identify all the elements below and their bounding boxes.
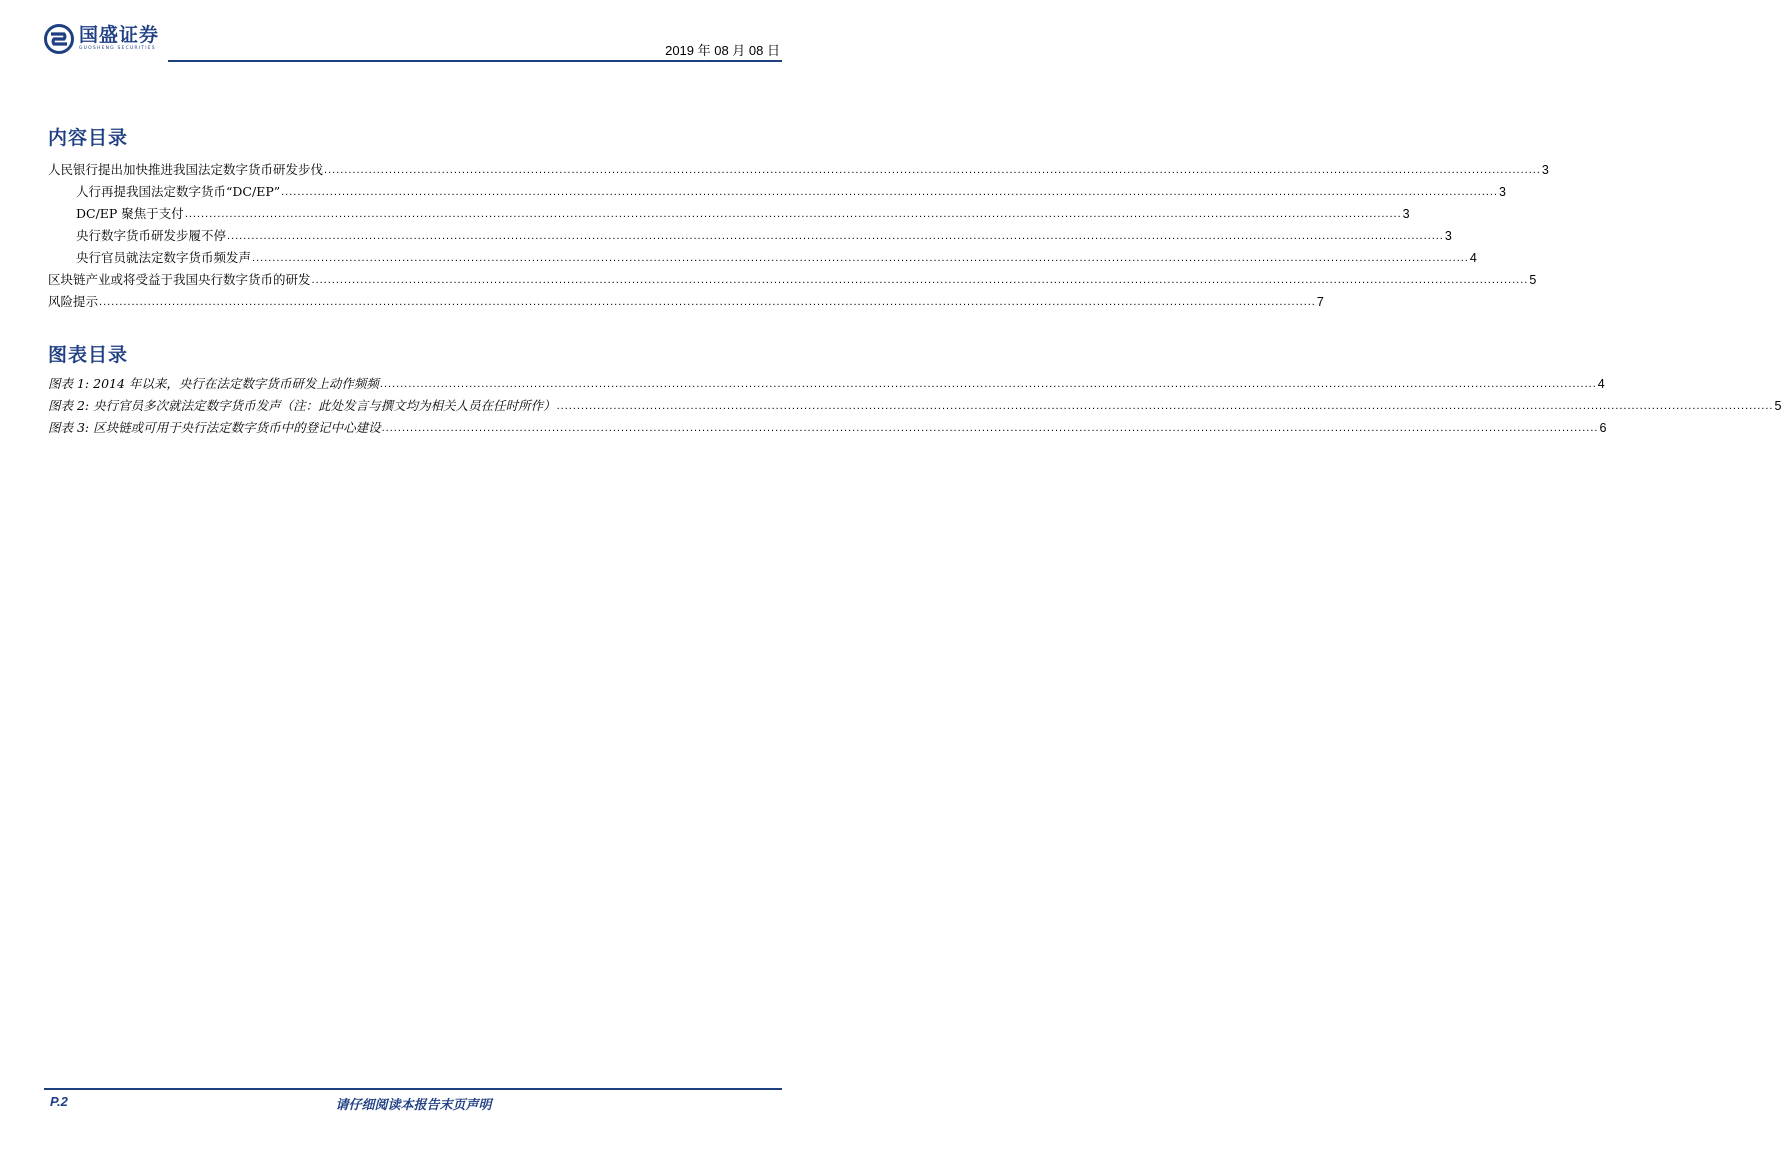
figure-entry-page: 6 [1599,421,1607,435]
toc-entry[interactable] [48,288,1324,310]
header-divider [168,60,782,62]
dot-leader: ............................................................................................................................................................................................................................................................................................................ [281,186,1498,198]
toc-title: 内容目录 [48,127,129,149]
toc-entry[interactable] [48,200,1410,222]
figure-entry[interactable] [48,392,1781,414]
toc-entry-page: 3 [1498,185,1506,199]
toc-entry-page: 3 [1541,163,1549,177]
brand-logo [44,24,159,58]
dot-leader: ............................................................................................................................................................................................................................................................................................................ [379,378,1597,390]
dot-leader: ............................................................................................................................................................................................................................................................................................................ [311,274,1529,286]
page-header [44,24,782,64]
toc-entry[interactable] [48,222,1452,244]
figure-entry[interactable] [48,414,1607,436]
figure-entry-label: 图表 2: 央行官员多次就法定数字货币发声（注：此处发言与撰文均为相关人员在任时所作） [48,398,556,413]
toc-entry-label: DC/EP 聚焦于支付 [76,206,184,221]
dot-leader: ............................................................................................................................................................................................................................................................................................................ [324,164,1541,176]
footer-divider [44,1088,782,1090]
toc-list [48,156,1549,310]
toc-entry[interactable] [48,266,1537,288]
dot-leader: ............................................................................................................................................................................................................................................................................................................ [252,252,1469,264]
dot-leader: ............................................................................................................................................................................................................................................................................................................ [556,400,1774,412]
toc-entry[interactable] [48,178,1506,200]
toc-entry-label: 风险提示 [48,294,99,309]
figure-entry[interactable] [48,370,1605,392]
toc-entry-label: 央行官员就法定数字货币频发声 [76,250,252,265]
brand-name: 国盛证券 [79,24,160,46]
dot-leader: ............................................................................................................................................................................................................................................................................................................ [227,230,1444,242]
toc-entry-label: 人民银行提出加快推进我国法定数字货币研发步伐 [48,162,324,177]
guosheng-logo-icon [44,24,74,54]
toc-entry-page: 4 [1469,251,1477,265]
brand-subtitle: GUOSHENG SECURITIES [79,46,156,51]
toc-entry-label: 央行数字货币研发步履不停 [76,228,227,243]
figure-entry-label: 图表 3: 区块链或可用于央行法定数字货币中的登记中心建设 [48,420,381,435]
report-date: 2019 年 08 月 08 日 [665,43,780,58]
toc-entry-page: 7 [1316,295,1324,309]
figure-entry-page: 4 [1597,377,1605,391]
toc-entry-label: 人行再提我国法定数字货币“DC/EP” [76,184,281,199]
footer-disclaimer: 请仔细阅读本报告末页声明 [335,1098,492,1113]
toc-entry-label: 区块链产业或将受益于我国央行数字货币的研发 [48,272,311,287]
toc-entry-page: 5 [1529,273,1537,287]
toc-entry[interactable] [48,156,1549,178]
dot-leader: ............................................................................................................................................................................................................................................................................................................ [381,422,1599,434]
dot-leader: ............................................................................................................................................................................................................................................................................................................ [99,296,1316,308]
figure-entry-label: 图表 1: 2014 年以来，央行在法定数字货币研发上动作频频 [48,376,379,391]
figures-list [48,370,1781,436]
page-number: P.2 [50,1094,68,1109]
toc-entry-page: 3 [1402,207,1410,221]
dot-leader: ............................................................................................................................................................................................................................................................................................................ [184,208,1402,220]
figures-title: 图表目录 [48,344,129,366]
toc-entry-page: 3 [1444,229,1452,243]
toc-entry[interactable] [48,244,1477,266]
figure-entry-page: 5 [1774,399,1781,413]
